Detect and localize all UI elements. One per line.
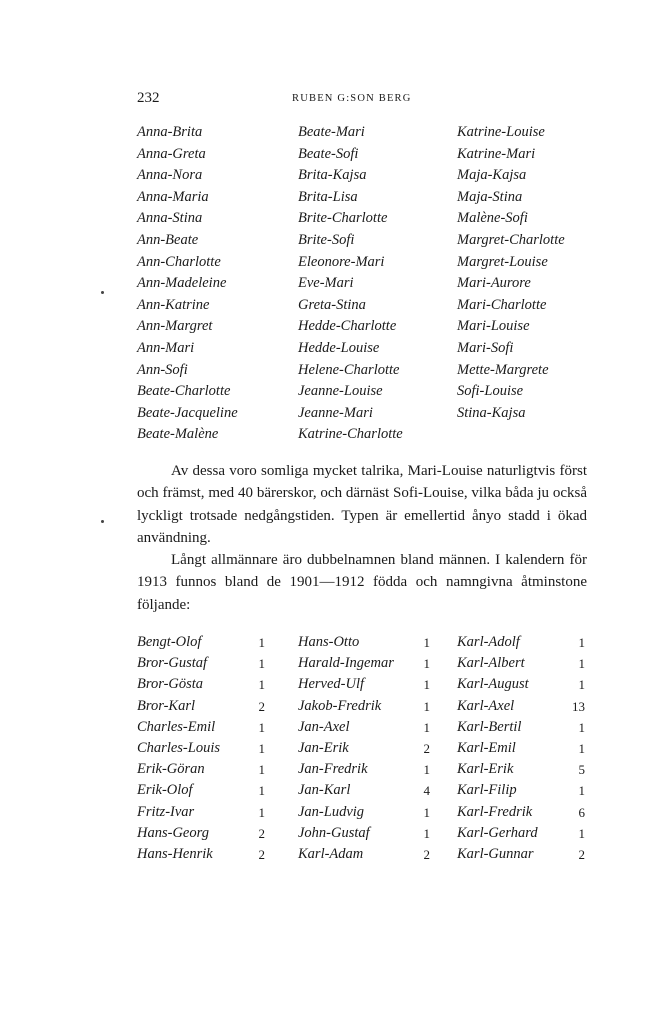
female-name: Ann-Beate [137, 231, 199, 248]
male-name-row [457, 844, 585, 865]
female-name: Beate-Mari [298, 124, 365, 140]
name-count: 1 [423, 677, 430, 693]
male-name-row [298, 696, 430, 717]
name-count: 1 [578, 783, 585, 799]
female-name: Jeanne-Louise [298, 383, 383, 400]
female-name: Mari-Charlotte [457, 296, 547, 313]
male-names-column-3 [457, 632, 585, 865]
name-count: 13 [572, 698, 585, 714]
female-name: Beate-Sofi [298, 145, 359, 162]
male-name: Erik-Olof [137, 782, 193, 799]
male-name-row [457, 696, 585, 717]
name-count: 1 [258, 740, 265, 756]
male-names-column-1 [137, 632, 265, 865]
male-name: Karl-Fredrik [457, 803, 533, 820]
female-name: Anna-Brita [137, 124, 203, 140]
name-count: 1 [578, 825, 585, 841]
female-name: Katrine-Charlotte [298, 426, 403, 443]
female-name: Mette-Margrete [457, 361, 549, 378]
female-name: Helene-Charlotte [298, 361, 400, 378]
male-name-row [457, 632, 585, 653]
female-name: Hedde-Charlotte [298, 318, 397, 335]
paragraph-2: Långt allmännare äro dubbelnamnen bland männen. I kalendern för 1913 funnos bland de 1901—1912 födda och namngivna åtminstone följande: [137, 552, 587, 613]
male-name: Karl-Albert [457, 655, 525, 672]
female-name: Ann-Mari [137, 339, 195, 356]
female-name: Beate-Jacqueline [137, 404, 238, 421]
male-name: Bengt-Olof [137, 634, 202, 650]
female-name: Ann-Katrine [137, 296, 210, 313]
name-count: 1 [258, 677, 265, 693]
name-count: 1 [578, 719, 585, 735]
female-name: Katrine-Mari [457, 145, 536, 162]
male-name-row [137, 653, 265, 674]
name-count: 1 [578, 635, 585, 650]
male-name: Herved-Ulf [298, 676, 365, 693]
male-name-row [137, 696, 265, 717]
name-count: 1 [423, 656, 430, 672]
male-name: Karl-Filip [457, 782, 517, 799]
male-name-row [298, 780, 430, 801]
page-header [137, 90, 587, 110]
male-name: Hans-Henrik [137, 845, 213, 862]
male-name: Karl-Gunnar [457, 845, 534, 862]
female-name: Margret-Charlotte [457, 231, 565, 248]
name-count: 2 [258, 698, 265, 714]
male-name: Erik-Göran [137, 761, 205, 778]
female-name: Mari-Louise [457, 318, 530, 335]
male-name-row [137, 738, 265, 759]
name-count: 2 [258, 825, 265, 841]
name-count: 2 [258, 846, 265, 862]
margin-mark [101, 291, 104, 294]
male-name-row [457, 759, 585, 780]
male-names-column-2 [298, 632, 430, 865]
male-name-row [298, 844, 430, 865]
male-name-row [298, 759, 430, 780]
female-name: Beate-Malène [137, 426, 219, 443]
female-name: Katrine-Louise [457, 124, 545, 140]
margin-mark [101, 520, 104, 523]
name-count: 1 [423, 635, 430, 650]
male-name: Jan-Karl [298, 782, 351, 799]
male-name-row [298, 717, 430, 738]
female-name: Brite-Sofi [298, 231, 355, 248]
male-name-row [137, 780, 265, 801]
name-count: 1 [578, 740, 585, 756]
male-name: Jan-Erik [298, 739, 349, 756]
male-name: Karl-August [457, 676, 529, 693]
male-name: Jan-Ludvig [298, 803, 365, 820]
male-name-row [137, 632, 265, 653]
female-name: Brite-Charlotte [298, 210, 388, 227]
female-name: Eve-Mari [298, 275, 354, 292]
body-text [137, 460, 587, 616]
name-count: 2 [578, 846, 585, 862]
female-name: Malène-Sofi [457, 210, 528, 227]
name-count: 1 [258, 656, 265, 672]
male-name: Karl-Emil [457, 739, 516, 756]
female-name: Eleonore-Mari [298, 253, 385, 270]
male-name: Bror-Gösta [137, 676, 204, 693]
name-count: 6 [578, 804, 585, 820]
male-name: Karl-Gerhard [457, 824, 538, 841]
name-count: 1 [423, 825, 430, 841]
male-name: Bror-Karl [137, 697, 195, 714]
male-name: Hans-Georg [137, 824, 209, 841]
male-name-row [457, 653, 585, 674]
male-name: Jan-Fredrik [298, 761, 368, 778]
name-count: 2 [423, 740, 430, 756]
female-name: Mari-Sofi [457, 339, 514, 356]
name-count: 1 [258, 804, 265, 820]
female-name: Anna-Nora [137, 167, 203, 184]
male-name-row [298, 738, 430, 759]
male-name-row [137, 674, 265, 695]
name-count: 5 [578, 762, 585, 778]
male-name-row [137, 844, 265, 865]
male-name: Jakob-Fredrik [298, 697, 382, 714]
name-count: 1 [578, 656, 585, 672]
female-name: Ann-Margret [137, 318, 213, 335]
male-name: Hans-Otto [298, 634, 360, 650]
female-name: Margret-Louise [457, 253, 548, 270]
name-count: 1 [258, 783, 265, 799]
name-count: 1 [423, 762, 430, 778]
paragraph-1: Av dessa voro somliga mycket talrika, Mari-Louise naturligtvis först och främst, med 40 bärerskor, och därnäst Sofi-Louise, vilka båda ju också lyckligt trotsade nedgångstiden. Typen är emellertid ånyo stadd i ökad användning. [137, 463, 587, 546]
male-name: Bror-Gustaf [137, 655, 208, 672]
male-name: Karl-Axel [457, 697, 515, 714]
name-count: 1 [423, 698, 430, 714]
male-name: Harald-Ingemar [298, 655, 394, 672]
name-count: 1 [258, 762, 265, 778]
male-name-row [298, 674, 430, 695]
female-name: Sofi-Louise [457, 383, 524, 400]
male-name: John-Gustaf [298, 824, 370, 841]
female-name: Hedde-Louise [298, 339, 380, 356]
page-number: 232 [137, 90, 160, 106]
female-names-column-1 [137, 122, 238, 446]
running-head: RUBEN G:SON BERG [292, 93, 412, 104]
name-count: 1 [578, 677, 585, 693]
female-name: Beate-Charlotte [137, 383, 231, 400]
male-name: Karl-Adolf [457, 634, 520, 650]
male-name-row [137, 823, 265, 844]
male-name: Charles-Emil [137, 718, 216, 735]
male-name-row [457, 802, 585, 823]
name-count: 1 [423, 804, 430, 820]
male-name: Karl-Erik [457, 761, 514, 778]
female-names-column-2 [298, 122, 403, 446]
female-name: Stina-Kajsa [457, 404, 526, 421]
male-name: Fritz-Ivar [137, 803, 195, 820]
female-name: Anna-Maria [137, 188, 209, 205]
male-name-row [298, 653, 430, 674]
female-name: Brita-Lisa [298, 188, 358, 205]
male-name-row [137, 717, 265, 738]
male-name-row [137, 802, 265, 823]
female-name: Maja-Kajsa [457, 167, 527, 184]
male-name-row [298, 823, 430, 844]
male-name-row [137, 759, 265, 780]
female-name: Ann-Charlotte [137, 253, 221, 270]
male-name-row [457, 823, 585, 844]
name-count: 4 [423, 783, 430, 799]
male-name: Charles-Louis [137, 739, 220, 756]
female-names-column-3 [457, 122, 565, 424]
female-name: Ann-Sofi [137, 361, 188, 378]
name-count: 1 [423, 719, 430, 735]
male-name: Karl-Bertil [457, 718, 522, 735]
female-name: Greta-Stina [298, 296, 366, 313]
male-name-row [298, 632, 430, 653]
name-count: 1 [258, 635, 265, 650]
male-name: Karl-Adam [298, 845, 364, 862]
male-name: Jan-Axel [298, 718, 350, 735]
female-name: Ann-Madeleine [137, 275, 227, 292]
female-name: Brita-Kajsa [298, 167, 367, 184]
male-name-row [298, 802, 430, 823]
female-name: Maja-Stina [457, 188, 523, 205]
female-name: Anna-Greta [137, 145, 206, 162]
female-name: Jeanne-Mari [298, 404, 373, 421]
male-name-row [457, 717, 585, 738]
male-name-row [457, 674, 585, 695]
female-name: Anna-Stina [137, 210, 203, 227]
male-name-row [457, 738, 585, 759]
female-name: Mari-Aurore [457, 275, 531, 292]
name-count: 1 [258, 719, 265, 735]
name-count: 2 [423, 846, 430, 862]
male-name-row [457, 780, 585, 801]
